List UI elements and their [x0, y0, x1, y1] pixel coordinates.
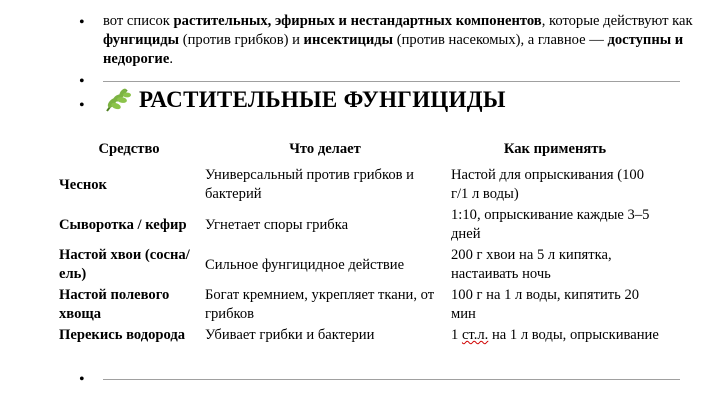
intro-bold-insecticides: инсектициды — [303, 32, 394, 48]
remedy-cell: Перекись водорода — [59, 327, 186, 343]
horizontal-rule — [103, 379, 680, 380]
intro-text: . — [169, 51, 173, 67]
section-heading-text: РАСТИТЕЛЬНЫЕ ФУНГИЦИДЫ — [139, 87, 506, 112]
usage-cell: 100 г на 1 л воды, кипятить 20 мин — [451, 287, 640, 322]
usage-text: 1 — [451, 327, 462, 343]
intro-paragraph — [103, 12, 693, 69]
intro-bold-affordable: доступны и недорогие — [103, 32, 684, 67]
column-header-effect: Что делает — [289, 141, 361, 157]
intro-bold-fungicides: фунгициды — [103, 32, 180, 48]
usage-cell: 200 г хвои на 5 л кипятка, настаивать ночь — [451, 247, 612, 282]
remedy-cell: Сыворотка / кефир — [59, 216, 187, 233]
remedy-cell: Настой полевого хвоща — [59, 287, 170, 322]
usage-cell: 1:10, опрыскивание каждые 3–5 дней — [451, 207, 650, 242]
remedy-cell: Настой хвои (сосна/ель) — [59, 247, 190, 282]
intro-text: , которые действуют как — [541, 13, 693, 29]
effect-cell: Богат кремнием, укрепляет ткани, от грибков — [205, 287, 435, 322]
intro-text: (против грибков) и — [179, 32, 304, 48]
column-header-usage: Как применять — [503, 141, 607, 157]
intro-text: вот список — [103, 13, 174, 29]
usage-cell — [448, 325, 662, 346]
spellcheck-underlined-word: ст.л. — [461, 327, 489, 343]
bullet-1: • — [79, 14, 85, 31]
bullet-3: • — [79, 97, 85, 114]
column-header-remedy: Средство — [98, 141, 160, 157]
table-row — [56, 285, 662, 325]
usage-text: на 1 л воды, опрыскивание — [488, 327, 659, 343]
usage-cell: Настой для опрыскивания (100 г/1 л воды) — [451, 167, 644, 202]
horizontal-rule — [103, 81, 680, 82]
effect-cell: Убивает грибки и бактерии — [205, 327, 375, 343]
effect-cell: Сильное фунгицидное действие — [205, 256, 405, 273]
table-row — [56, 205, 662, 245]
bullet-2: • — [79, 73, 85, 90]
section-heading — [103, 86, 506, 114]
intro-text: (против насекомых), а главное — — [393, 32, 608, 48]
table-row — [56, 165, 662, 205]
bullet-4: • — [79, 371, 85, 388]
effect-cell: Универсальный против грибков и бактерий — [205, 167, 414, 202]
effect-cell: Угнетает споры грибка — [205, 216, 349, 233]
remedy-cell: Чеснок — [59, 176, 107, 193]
table-header-row — [56, 140, 662, 165]
fungicides-table — [56, 140, 662, 346]
intro-bold-components: растительных, эфирных и нестандартных компонентов — [173, 13, 542, 29]
leaf-icon — [103, 86, 131, 114]
table-row — [56, 325, 662, 346]
table-row — [56, 245, 662, 285]
